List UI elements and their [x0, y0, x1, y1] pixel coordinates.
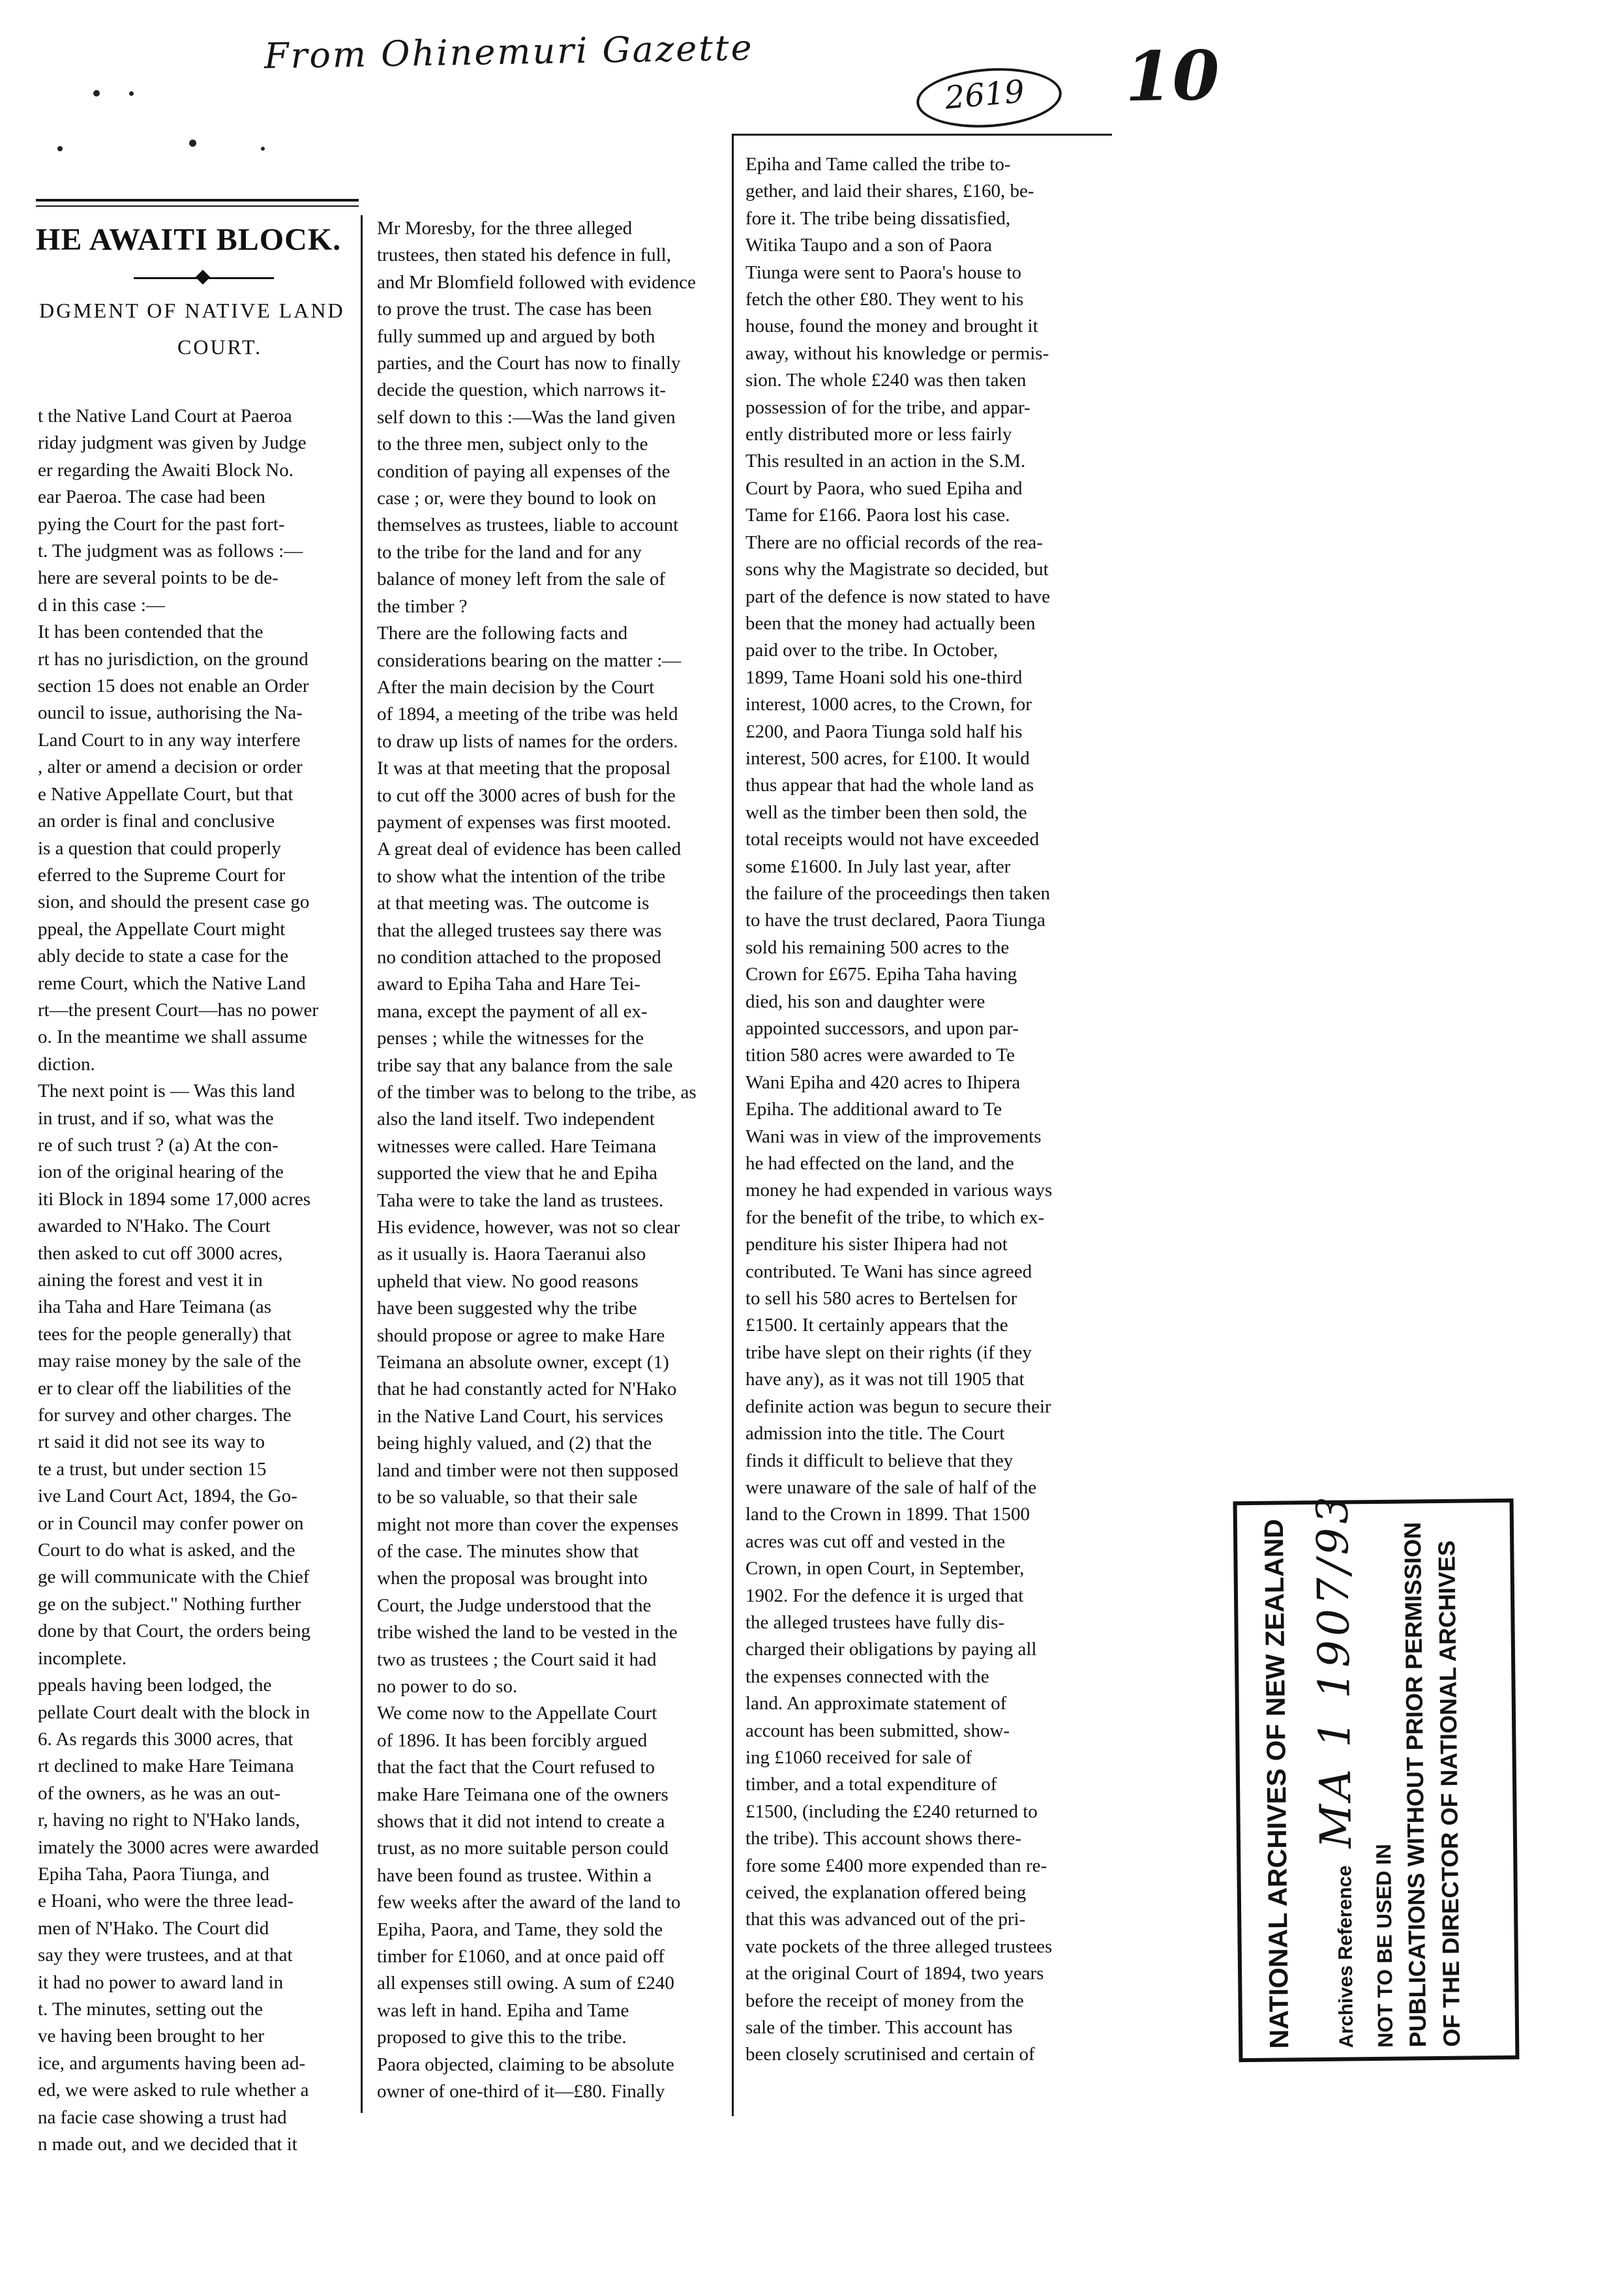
text-line: pying the Court for the past fort-	[38, 513, 285, 535]
text-line: themselves as trustees, liable to account	[377, 515, 679, 536]
text-line: , alter or amend a decision or order	[38, 756, 303, 778]
text-line: that this was advanced out of the pri-	[745, 1909, 1026, 1930]
text-line: tribe have slept on their rights (if they	[745, 1341, 1032, 1363]
text-line: iha Taha and Hare Teimana (as	[38, 1296, 272, 1318]
text-line: as it usually is. Haora Taeranui also	[377, 1244, 646, 1265]
circled-number-text: 2619	[943, 73, 1027, 117]
text-line: ably decide to state a case for the	[38, 946, 289, 967]
text-line: balance of money left from the sale of	[377, 569, 666, 590]
text-line: is a question that could properly	[38, 837, 281, 859]
text-line: Court to do what is asked, and the	[38, 1540, 295, 1561]
text-line: then asked to cut off 3000 acres,	[38, 1242, 283, 1264]
stamp-reference-label: Archives Reference	[1334, 1865, 1358, 2048]
text-line: case ; or, were they bound to look on	[377, 488, 657, 509]
text-line: ing £1060 received for sale of	[745, 1746, 972, 1768]
text-line: make Hare Teimana one of the owners	[377, 1784, 669, 1805]
text-line: admission into the title. The Court	[745, 1423, 1005, 1444]
text-line: ion of the original hearing of the	[38, 1161, 284, 1183]
text-line: say they were trustees, and at that	[38, 1945, 293, 1966]
text-line: should propose or agree to make Hare	[377, 1324, 665, 1346]
text-line: tribe say that any balance from the sale	[377, 1055, 673, 1076]
text-line: some £1600. In July last year, after	[745, 856, 1011, 877]
text-line: ppeals having been lodged, the	[38, 1675, 272, 1696]
text-line: mana, except the payment of all ex-	[377, 1000, 648, 1022]
text-line: After the main decision by the Court	[377, 676, 655, 698]
text-line: Witika Taupo and a son of Paora	[745, 235, 993, 256]
text-line: pellate Court dealt with the block in	[38, 1701, 310, 1723]
text-line: done by that Court, the orders being	[38, 1621, 310, 1642]
text-line: that the alleged trustees say there was	[377, 920, 662, 941]
text-line: t the Native Land Court at Paeroa	[38, 406, 292, 426]
text-line: It was at that meeting that the proposal	[377, 758, 671, 779]
text-line: Crown for £675. Epiha Taha having	[745, 964, 1017, 985]
text-line: sion, and should the present case go	[38, 891, 310, 913]
text-line: Taha were to take the land as trustees.	[377, 1189, 664, 1211]
article-subhead-line2: COURT.	[177, 335, 263, 359]
text-line: A great deal of evidence has been called	[377, 839, 682, 860]
text-line: to draw up lists of names for the orders.	[377, 730, 678, 752]
text-line: ge on the subject." Nothing further	[38, 1593, 301, 1615]
text-line: no power to do so.	[377, 1675, 518, 1697]
text-line: timber, and a total expenditure of	[745, 1774, 997, 1795]
text-line: total receipts would not have exceeded	[745, 829, 1040, 850]
text-line: paid over to the tribe. In October,	[745, 640, 998, 661]
text-line: o. In the meantime we shall assume	[38, 1026, 308, 1048]
text-line: er to clear off the liabilities of the	[38, 1377, 292, 1399]
stamp-reference-row	[1307, 1492, 1364, 2048]
article-headline: HE AWAITI BLOCK.	[36, 222, 342, 257]
text-line: upheld that view. No good reasons	[377, 1270, 639, 1292]
text-line: of the timber was to belong to the tribe, as	[377, 1082, 697, 1103]
text-line: to cut off the 3000 acres of bush for the	[377, 785, 676, 806]
text-line: fore some £400 more expended than re-	[745, 1855, 1047, 1876]
text-line: to the three men, subject only to the	[377, 434, 648, 455]
noise-speck	[93, 90, 100, 97]
headline-ornament	[134, 277, 274, 279]
stamp-reference-value: MA 1 1907/93	[1307, 1492, 1362, 1849]
text-line: aining the forest and vest it in	[38, 1270, 263, 1291]
text-line: the expenses connected with the	[745, 1666, 989, 1687]
circled-page-number	[914, 63, 1064, 132]
article-subhead-line1: DGMENT OF NATIVE LAND	[39, 299, 345, 322]
text-line: sons why the Magistrate so decided, but	[745, 559, 1049, 580]
text-line: condition of paying all expenses of the	[377, 460, 670, 482]
text-line: 1902. For the defence it is urged that	[745, 1585, 1024, 1606]
text-line: was left in hand. Epiha and Tame	[377, 1999, 629, 2021]
text-line: fetch the other £80. They went to his	[745, 289, 1024, 310]
text-line: sion. The whole £240 was then taken	[745, 370, 1027, 391]
text-line: to have the trust declared, Paora Tiunga	[745, 910, 1045, 931]
text-line: charged their obligations by paying all	[745, 1639, 1037, 1660]
corner-folio-mark: 10	[1124, 35, 1220, 117]
text-line: Wani was in view of the improvements	[745, 1126, 1042, 1147]
text-line: er regarding the Awaiti Block No.	[38, 459, 293, 481]
stamp-usage-line: NOT TO BE USED IN	[1372, 1844, 1398, 2048]
text-line: His evidence, however, was not so clear	[377, 1217, 680, 1238]
left-column-top-rule-thin	[36, 205, 359, 207]
text-line: and Mr Blomfield followed with evidence	[377, 271, 696, 293]
noise-speck	[189, 140, 196, 147]
text-line: incomplete.	[38, 1647, 127, 1669]
text-line: t. The minutes, setting out the	[38, 1998, 263, 2020]
text-line: few weeks after the award of the land to	[377, 1892, 681, 1913]
text-line: an order is final and conclusive	[38, 811, 275, 832]
text-line: imately the 3000 acres were awarded	[38, 1836, 319, 1858]
text-line: tition 580 acres were awarded to Te	[745, 1045, 1015, 1066]
text-line: r, having no right to N'Hako lands,	[38, 1810, 300, 1831]
text-line: considerations bearing on the matter :—	[377, 650, 682, 671]
text-line: at that meeting was. The outcome is	[377, 893, 650, 914]
text-line: might not more than cover the expenses	[377, 1514, 679, 1535]
text-line: definite action was begun to secure their	[745, 1396, 1051, 1417]
text-line: Epiha Taha, Paora Tiunga, and	[38, 1863, 270, 1885]
text-line: ice, and arguments having been ad-	[38, 2052, 306, 2074]
text-line: to be so valuable, so that their sale	[377, 1487, 638, 1508]
text-line: land and timber were not then supposed	[377, 1459, 679, 1481]
text-line: trustees, then stated his defence in full,	[377, 245, 671, 266]
text-line: e Native Appellate Court, but that	[38, 783, 293, 805]
text-line: rt declined to make Hare Teimana	[38, 1756, 294, 1777]
text-line: were unaware of the sale of half of the	[745, 1476, 1037, 1498]
text-line: may raise money by the sale of the	[38, 1351, 301, 1372]
text-line: proposed to give this to the tribe.	[377, 2027, 627, 2048]
text-line: have any), as it was not till 1905 that	[745, 1369, 1025, 1390]
text-line: no condition attached to the proposed	[377, 946, 661, 968]
text-line: d in this case :—	[38, 594, 165, 616]
text-line: rt has no jurisdiction, on the ground	[38, 648, 308, 670]
right-text-column	[745, 151, 1112, 2069]
text-line: Epiha and Tame called the tribe to-	[745, 154, 1011, 175]
text-line: to sell his 580 acres to Bertelsen for	[745, 1288, 1017, 1309]
text-line: ppeal, the Appellate Court might	[38, 918, 286, 940]
text-line: gether, and laid their shares, £160, be-	[745, 181, 1034, 202]
text-line: ear Paeroa. The case had been	[38, 486, 265, 508]
text-line: been closely scrutinised and certain of	[745, 2044, 1035, 2065]
text-line: ed, we were asked to rule whether a	[38, 2080, 309, 2101]
text-line: Wani Epiha and 420 acres to Ihipera	[745, 1071, 1021, 1093]
text-line: We come now to the Appellate Court	[377, 1703, 657, 1724]
text-line: te a trust, but under section 15	[38, 1458, 267, 1480]
text-line: acres was cut off and vested in the	[745, 1531, 1006, 1552]
text-line: penditure his sister Ihipera had not	[745, 1234, 1008, 1255]
text-line: Teimana an absolute owner, except (1)	[377, 1352, 669, 1373]
middle-text-column	[377, 215, 729, 2105]
text-line: when the proposal was brought into	[377, 1568, 648, 1589]
stamp-rotated-text	[1250, 1492, 1503, 2049]
text-line: away, without his knowledge or permis-	[745, 342, 1049, 364]
text-line: £1500. It certainly appears that the	[745, 1315, 1008, 1336]
text-line: or in Council may confer power on	[38, 1512, 304, 1534]
text-line: rt said it did not see its way to	[38, 1431, 265, 1453]
text-line: n made out, and we decided that it	[38, 2134, 297, 2155]
text-line: men of N'Hako. The Court did	[38, 1917, 269, 1939]
text-line: it had no power to award land in	[38, 1971, 284, 1993]
text-line: at the original Court of 1894, two years	[745, 1963, 1044, 1984]
text-line: two as trustees ; the Court said it had	[377, 1649, 657, 1670]
text-line: ouncil to issue, authorising the Na-	[38, 702, 303, 724]
text-line: of 1894, a meeting of the tribe was held	[377, 704, 678, 725]
text-line: rt—the present Court—has no power	[38, 999, 319, 1021]
text-line: sold his remaining 500 acres to the	[745, 936, 1010, 958]
text-line: section 15 does not enable an Order	[38, 676, 309, 697]
text-line: have been suggested why the tribe	[377, 1298, 637, 1319]
text-line: This resulted in an action in the S.M.	[745, 451, 1026, 472]
handwritten-source-note: From Ohinemuri Gazette	[263, 27, 755, 77]
text-line: Epiha, Paora, and Tame, they sold the	[377, 1919, 663, 1940]
text-line: re of such trust ? (a) At the con-	[38, 1134, 278, 1156]
text-line: account has been submitted, show-	[745, 1720, 1010, 1741]
text-line: Crown, in open Court, in September,	[745, 1558, 1025, 1579]
text-line: ive Land Court Act, 1894, the Go-	[38, 1486, 297, 1507]
text-line: payment of expenses was first mooted.	[377, 811, 672, 833]
text-line: timber for £1060, and at once paid off	[377, 1946, 665, 1967]
text-line: There are the following facts and	[377, 623, 628, 644]
text-line: owner of one-third of it—£80. Finally	[377, 2081, 665, 2102]
right-column-top-rule	[734, 134, 1112, 136]
text-line: to the tribe for the land and for any	[377, 541, 642, 563]
text-line: before the receipt of money from the	[745, 1990, 1024, 2011]
national-archives-stamp	[1233, 1492, 1520, 2062]
text-line: finds it difficult to believe that they	[745, 1450, 1014, 1471]
text-line: tees for the people generally) that	[38, 1323, 292, 1345]
text-line: self down to this :—Was the land given	[377, 406, 676, 428]
text-line: awarded to N'Hako. The Court	[38, 1216, 271, 1237]
text-line: appointed successors, and upon par-	[745, 1018, 1019, 1039]
text-line: in the Native Land Court, his services	[377, 1405, 663, 1427]
text-line: witnesses were called. Hare Teimana	[377, 1135, 657, 1157]
text-line: na facie case showing a trust had	[38, 2106, 287, 2128]
text-line: for survey and other charges. The	[38, 1405, 292, 1426]
text-line: decide the question, which narrows it-	[377, 380, 666, 401]
left-text-column	[38, 403, 356, 2158]
left-column-top-rule	[36, 199, 359, 202]
text-line: penses ; while the witnesses for the	[377, 1028, 644, 1049]
text-line: being highly valued, and (2) that the	[377, 1433, 652, 1454]
text-line: reme Court, which the Native Land	[38, 972, 306, 994]
text-line: Court by Paora, who sued Epiha and	[745, 477, 1023, 499]
noise-speck	[57, 146, 63, 151]
text-line: money he had expended in various ways	[745, 1180, 1053, 1201]
text-line: died, his son and daughter were	[745, 991, 985, 1012]
text-line: of the case. The minutes show that	[377, 1540, 639, 1562]
text-line: shows that it did not intend to create a	[377, 1810, 665, 1832]
text-line: land. An approximate statement of	[745, 1693, 1007, 1714]
text-line: fore it. The tribe being dissatisfied,	[745, 207, 1011, 229]
text-line: parties, and the Court has now to finally	[377, 353, 681, 374]
text-line: to show what the intention of the tribe	[377, 865, 666, 887]
text-line: well as the timber been then sold, the	[745, 801, 1027, 823]
text-line: part of the defence is now stated to have	[745, 586, 1051, 607]
text-line: the timber ?	[377, 595, 468, 617]
text-line: contributed. Te Wani has since agreed	[745, 1261, 1032, 1282]
text-line: iti Block in 1894 some 17,000 acres	[38, 1188, 311, 1210]
text-line: have been found as trustee. Within a	[377, 1864, 652, 1886]
text-line: the alleged trustees have fully dis-	[745, 1611, 1005, 1633]
text-line: e Hoani, who were the three lead-	[38, 1891, 294, 1912]
text-line: here are several points to be de-	[38, 567, 278, 589]
text-line: t. The judgment was as follows :—	[38, 541, 303, 562]
text-line: 1899, Tame Hoani sold his one-third	[745, 666, 1023, 688]
stamp-title: NATIONAL ARCHIVES OF NEW ZEALAND	[1258, 1518, 1295, 2049]
text-line: Court, the Judge understood that the	[377, 1594, 652, 1616]
text-line: eferred to the Supreme Court for	[38, 864, 286, 886]
text-line: Land Court to in any way interfere	[38, 729, 301, 751]
text-line: of 1896. It has been forcibly argued	[377, 1729, 648, 1751]
column-divider-right	[732, 134, 734, 2116]
text-line: possession of for the tribe, and appar-	[745, 396, 1030, 418]
text-line: in trust, and if so, what was the	[38, 1107, 274, 1129]
text-line: interest, 500 acres, for £100. It would	[745, 747, 1030, 769]
text-line: that he had constantly acted for N'Hako	[377, 1379, 677, 1400]
text-line: Tiunga were sent to Paora's house to	[745, 262, 1021, 283]
text-line: to prove the trust. The case has been	[377, 299, 652, 320]
text-line: for the benefit of the tribe, to which ex-	[745, 1206, 1045, 1228]
text-line: Epiha. The additional award to Te	[745, 1099, 1002, 1120]
text-line: sale of the timber. This account has	[745, 2017, 1013, 2039]
text-line: been that the money had actually been	[745, 612, 1036, 634]
text-line: supported the view that he and Epiha	[377, 1163, 658, 1184]
noise-speck	[261, 147, 265, 151]
text-line: Mr Moresby, for the three alleged	[377, 218, 633, 239]
stamp-permission-line: PUBLICATIONS WITHOUT PRIOR PERMISSION	[1398, 1521, 1432, 2048]
text-line: trust, as no more suitable person could	[377, 1838, 669, 1859]
text-line: of the owners, as he was an out-	[38, 1782, 281, 1804]
text-line: that the fact that the Court refused to	[377, 1757, 655, 1778]
text-line: £200, and Paora Tiunga sold half his	[745, 721, 1023, 742]
text-line: vate pockets of the three alleged trustees	[745, 1936, 1053, 1957]
text-line: fully summed up and argued by both	[377, 325, 655, 347]
text-line: thus appear that had the whole land as	[745, 775, 1034, 796]
text-line: It has been contended that the	[38, 621, 263, 643]
text-line: ge will communicate with the Chief	[38, 1566, 310, 1588]
text-line: the failure of the proceedings then taken	[745, 882, 1051, 904]
text-line: house, found the money and brought it	[745, 316, 1038, 337]
column-divider-left	[361, 215, 363, 2113]
text-line: There are no official records of the rea-	[745, 531, 1043, 553]
stamp-director-line: OF THE DIRECTOR OF NATIONAL ARCHIVES	[1433, 1540, 1466, 2048]
text-line: interest, 1000 acres, to the Crown, for	[745, 694, 1032, 715]
text-line: all expenses still owing. A sum of £240	[377, 1973, 674, 1994]
text-line: award to Epiha Taha and Hare Tei-	[377, 974, 640, 995]
text-line: diction.	[38, 1053, 95, 1075]
text-line: riday judgment was given by Judge	[38, 432, 307, 454]
ornament-diamond	[196, 270, 211, 285]
text-line: The next point is — Was this land	[38, 1081, 295, 1102]
text-line: Tame for £166. Paora lost his case.	[745, 505, 1010, 526]
text-line: tribe wished the land to be vested in the	[377, 1622, 678, 1643]
text-line: Paora objected, claiming to be absolute	[377, 2054, 674, 2075]
text-line: ently distributed more or less fairly	[745, 424, 1012, 445]
text-line: he had effected on the land, and the	[745, 1153, 1014, 1174]
text-line: ceived, the explanation offered being	[745, 1882, 1027, 1903]
text-line: ve having been brought to her	[38, 2026, 265, 2047]
text-line: also the land itself. Two independent	[377, 1109, 655, 1130]
text-line: land to the Crown in 1899. That 1500	[745, 1504, 1030, 1525]
noise-speck	[129, 91, 134, 96]
text-line: £1500, (including the £240 returned to	[745, 1801, 1038, 1822]
text-line: 6. As regards this 3000 acres, that	[38, 1728, 293, 1750]
text-line: the tribe). This account shows there-	[745, 1828, 1022, 1849]
